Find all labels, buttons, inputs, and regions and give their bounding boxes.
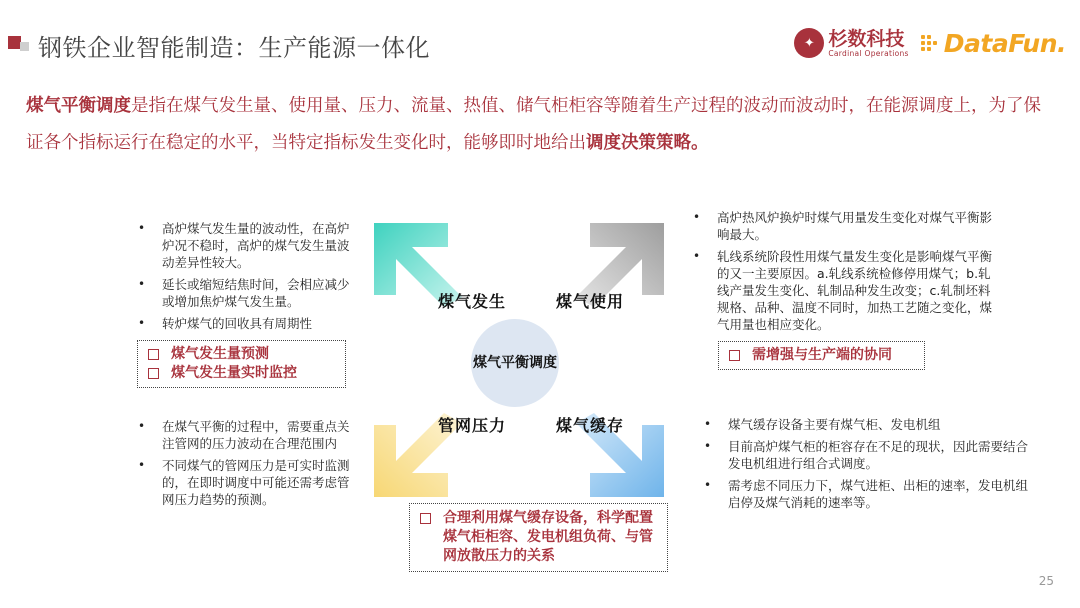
- checkbox-icon: [148, 349, 159, 360]
- datafun-wordmark: DataFun.: [943, 28, 1066, 58]
- checkbox-icon: [729, 350, 740, 361]
- list-item: • 需考虑不同压力下，煤气进柜、出柜的速率，发电机组启停及煤气消耗的速率等。: [704, 477, 1034, 511]
- page-title: 钢铁企业智能制造：生产能源一体化: [38, 34, 430, 62]
- label-pipe-pressure: 管网压力: [438, 416, 507, 435]
- label-gas-generation: 煤气发生: [438, 292, 507, 311]
- label-gas-usage: 煤气使用: [556, 292, 625, 311]
- cardinal-seal-icon: ✦: [794, 28, 824, 58]
- intro-emphasis: 调度决策策略。: [586, 133, 709, 153]
- action-item: 需增强与生产端的协同: [752, 347, 892, 363]
- brand-logos: [794, 28, 1066, 58]
- list-item: • 高炉热风炉换炉时煤气用量发生变化对煤气平衡影响最大。: [693, 209, 995, 243]
- checkbox-icon: [148, 368, 159, 379]
- list-item: • 目前高炉煤气柜的柜容存在不足的现状，因此需要结合发电机组进行组合式调度。: [704, 438, 1034, 472]
- datafun-logo: [919, 29, 1066, 58]
- gas-generation-actions: [137, 340, 346, 388]
- cardinal-logo: [794, 28, 908, 58]
- label-gas-storage: 煤气缓存: [556, 416, 625, 435]
- list-item: • 转炉煤气的回收具有周期性: [138, 315, 360, 332]
- gas-usage-actions: [718, 341, 925, 370]
- list-item: • 在煤气平衡的过程中，需要重点关注管网的压力波动在合理范围内: [138, 418, 350, 452]
- intro-text: 是指在煤气发生量、使用量、压力、流量、热值、储气柜柜容等随着生产过程的波动而波动时，在能源调度上，为了保证各个指标运行在稳定的水平，当特定指标发生变化时，能够即时地给出: [26, 96, 1041, 153]
- intro-paragraph: [26, 88, 1056, 162]
- datafun-dots-icon: [919, 32, 941, 54]
- balance-diagram: [360, 215, 670, 505]
- list-item: • 不同煤气的管网压力是可实时监测的，在即时调度中可能还需考虑管网压力趋势的预测。: [138, 457, 350, 508]
- action-item: 煤气发生量预测: [171, 346, 269, 362]
- list-item: • 轧线系统阶段性用煤气量发生变化是影响煤气平衡的又一主要原因。a.轧线系统检修停用煤气；b.轧线产量发生变化、轧制品种发生改变；c.轧制坯料规格、品种、温度不同时，加热工艺随之变化，煤气用量也相应变化。: [693, 248, 995, 333]
- gas-storage-bullets: [704, 416, 1034, 516]
- title-marker-icon: [8, 36, 30, 52]
- action-item: 煤气发生量实时监控: [171, 365, 297, 381]
- list-item: • 延长或缩短结焦时间，会相应减少或增加焦炉煤气发生量。: [138, 276, 360, 310]
- intro-term: 煤气平衡调度: [26, 96, 131, 116]
- cardinal-logo-en: Cardinal Operations: [828, 48, 909, 58]
- list-item: • 高炉煤气发生量的波动性，在高炉炉况不稳时，高炉的煤气发生量波动差异性较大。: [138, 220, 360, 271]
- page-number: 25: [1038, 574, 1054, 588]
- checkbox-icon: [420, 513, 431, 524]
- gas-usage-bullets: [693, 209, 995, 338]
- gas-generation-bullets: [138, 220, 360, 337]
- action-item: 合理利用煤气缓存设备，科学配置煤气柜柜容、发电机组负荷、与管网放散压力的关系: [443, 510, 653, 564]
- list-item: • 煤气缓存设备主要有煤气柜、发电机组: [704, 416, 1034, 433]
- gas-storage-actions: [409, 503, 668, 572]
- cardinal-logo-cn: 杉数科技: [828, 27, 905, 50]
- pipe-pressure-bullets: [138, 418, 350, 513]
- center-balance-label: 煤气平 衡调度: [471, 319, 559, 407]
